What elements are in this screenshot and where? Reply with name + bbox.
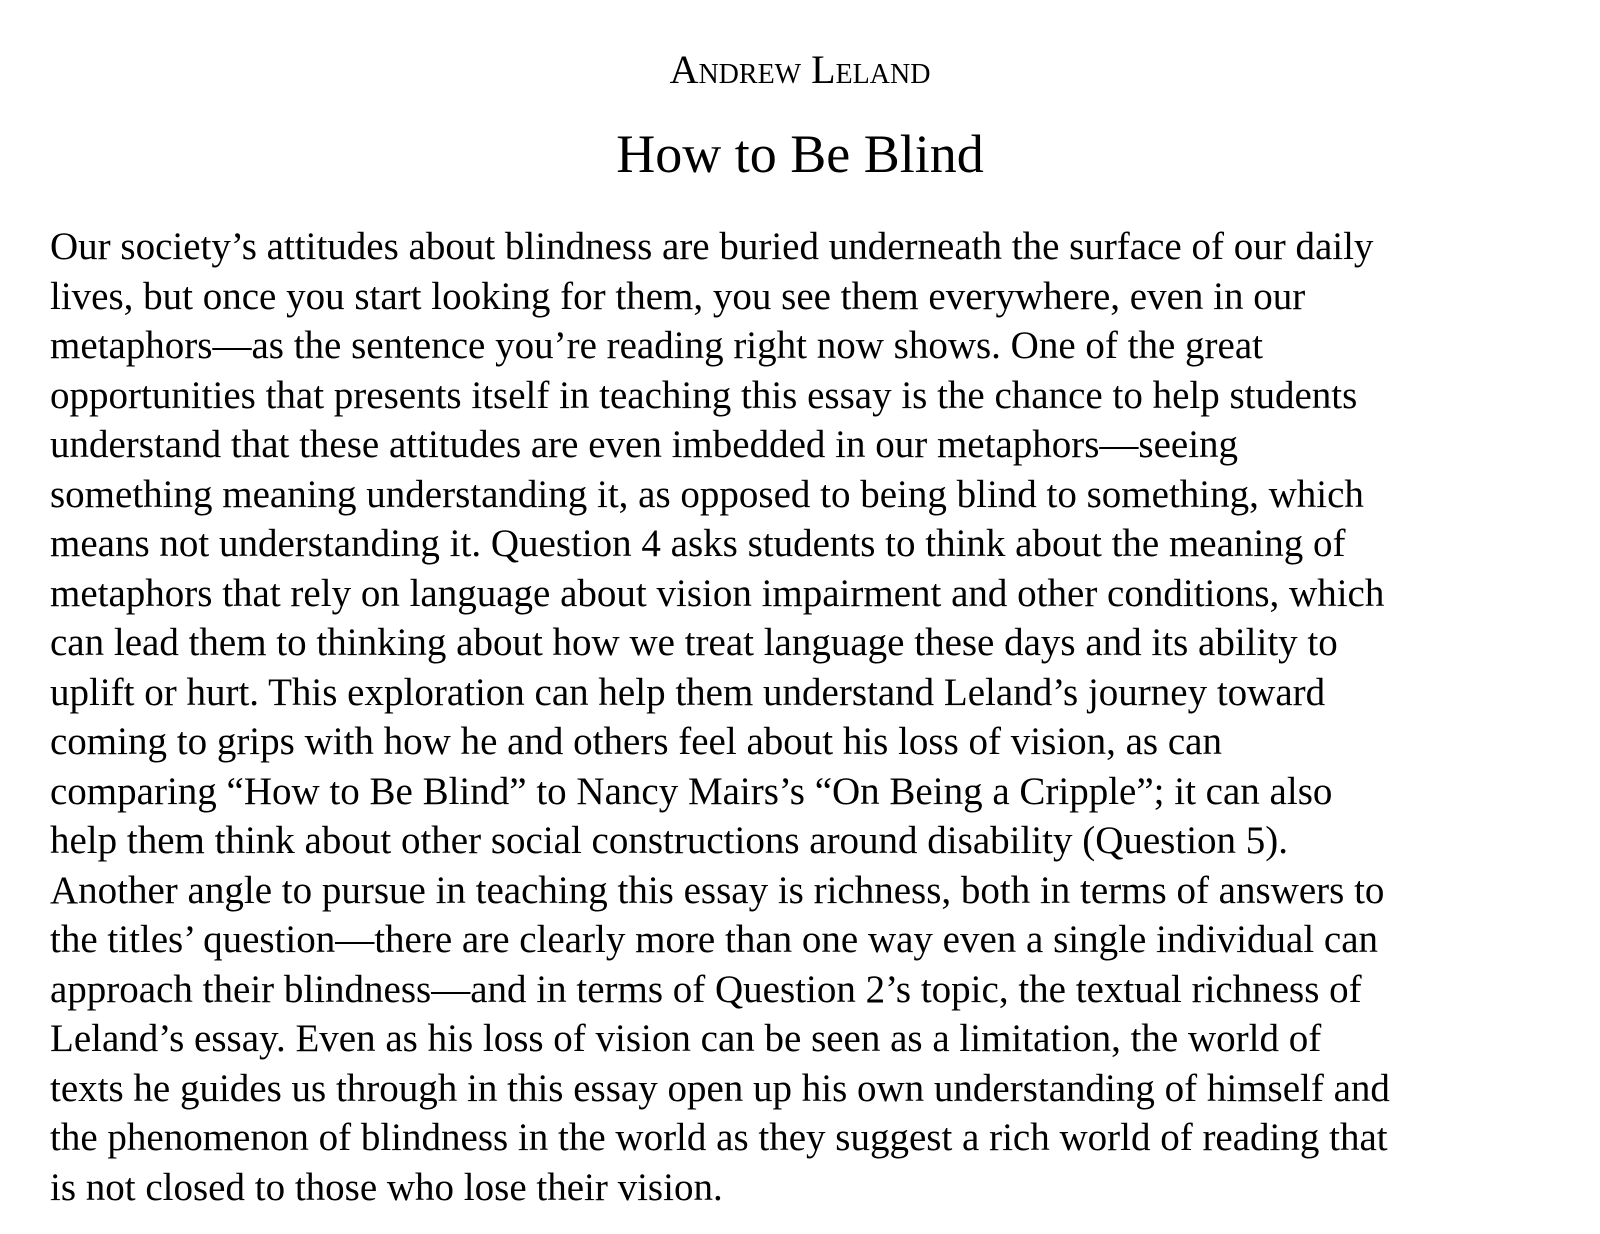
paragraph-line: is not closed to those who lose their vision. <box>50 1165 723 1209</box>
essay-paragraph <box>50 222 1595 1212</box>
paragraph-line: the titles’ question—there are clearly more than one way even a single individual can <box>50 918 1379 961</box>
paragraph-line: means not understanding it. Question 4 asks students to think about the meaning of <box>50 522 1346 565</box>
paragraph-line: understand that these attitudes are even imbedded in our metaphors—seeing <box>50 423 1239 466</box>
paragraph-line: the phenomenon of blindness in the world as they suggest a rich world of reading that <box>50 1116 1388 1159</box>
essay-title: How to Be Blind <box>616 124 984 184</box>
paragraph-line: help them think about other social constructions around disability (Question 5). <box>50 819 1289 862</box>
paragraph-line: texts he guides us through in this essay open up his own understanding of himself and <box>50 1066 1390 1110</box>
paragraph-line: comparing “How to Be Blind” to Nancy Mairs’s “On Being a Cripple”; it can also <box>50 769 1333 813</box>
paragraph-line: lives, but once you start looking for them, you see them everywhere, even in our <box>50 274 1306 318</box>
paragraph-line: metaphors—as the sentence you’re reading right now shows. One of the great <box>50 324 1263 367</box>
author-name: Andrew Leland <box>669 47 931 92</box>
paragraph-line: can lead them to thinking about how we treat language these days and its ability to <box>50 621 1338 664</box>
paragraph-line: Our society’s attitudes about blindness are buried underneath the surface of our daily <box>50 225 1374 268</box>
paragraph-line: Leland’s essay. Even as his loss of vision can be seen as a limitation, the world of <box>50 1017 1322 1060</box>
paragraph-line: metaphors that rely on language about vision impairment and other conditions, which <box>50 571 1385 615</box>
paragraph-line: something meaning understanding it, as opposed to being blind to something, which <box>50 472 1364 516</box>
paragraph-line: opportunities that presents itself in teaching this essay is the chance to help students <box>50 373 1358 417</box>
paragraph-line: Another angle to pursue in teaching this essay is richness, both in terms of answers to <box>50 868 1385 912</box>
paragraph-line: approach their blindness—and in terms of Question 2’s topic, the textual richness of <box>50 967 1362 1011</box>
paragraph-line: coming to grips with how he and others feel about his loss of vision, as can <box>50 720 1222 763</box>
paragraph-line: uplift or hurt. This exploration can help them understand Leland’s journey toward <box>50 670 1326 714</box>
